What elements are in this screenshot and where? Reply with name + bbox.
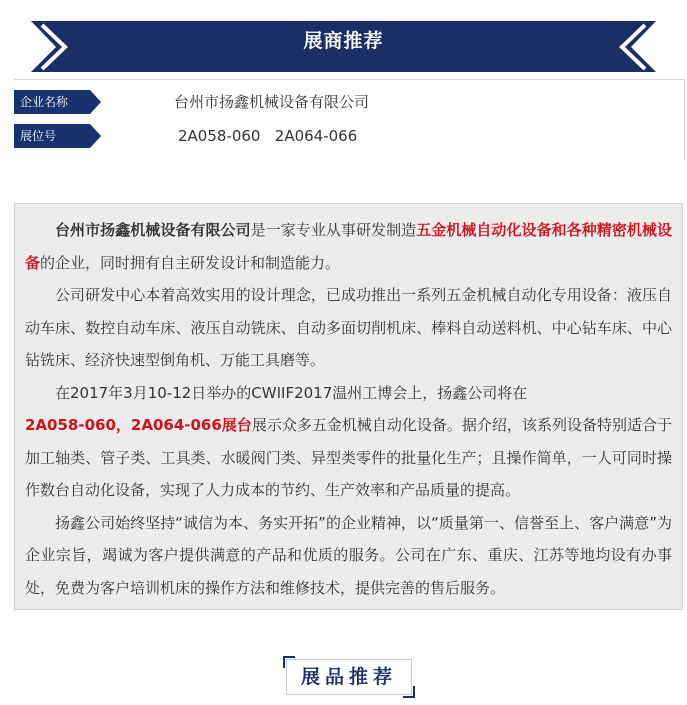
product-highlight: 五金机械自动化设备和各种精密机械设备 [25, 221, 672, 272]
description-paragraph-3 [25, 409, 672, 507]
description-paragraph-4: 扬鑫公司始终坚持“诚信为本、务实开拓”的企业精神，以“质量第一、信誉至上、客户满意”为企业宗旨，竭诚为客户提供满意的产品和优质的服务。公司在广东、重庆、江苏等地均设有办事处，免费为客户培训机床的操作方法和维修技术，提供完善的售后服务。 [25, 513, 672, 597]
description-paragraph-1 [25, 214, 672, 279]
info-row-company [14, 90, 684, 114]
company-name-bold: 台州市扬鑫机械设备有限公司 [55, 221, 251, 239]
p3-text: 展示众多五金机械自动化设备。据介绍，该系列设备特别适合于加工轴类、管子类、工具类、水暖阀门类、异型类零件的批量化生产；且操作简单，一人可同时操作数台自动化设备，实现了人力成本的节约、生产效率和产品质量的提高。 [25, 416, 672, 499]
booth-number-value: 2A058-060 2A064-066 [178, 127, 358, 145]
p1-text-1: 是一家专业从事研发制造 [250, 221, 417, 239]
p1-text-2: 的企业，同时拥有自主研发设计和制造能力。 [40, 253, 341, 272]
booth-highlight: 2A058-060，2A064-066展台 [25, 416, 252, 434]
description-paragraph-3-intro: 在2017年3月10-12日举办的CWIIF2017温州工博会上，扬鑫公司将在 [55, 383, 528, 402]
label-company-name: 企业名称 [14, 90, 90, 114]
company-name-value: 台州市扬鑫机械设备有限公司 [174, 93, 370, 111]
section-banner [0, 0, 687, 75]
label-booth-number: 展位号 [14, 124, 90, 148]
banner-title: 展商推荐 [303, 30, 384, 52]
products-banner-title: 展品推荐 [300, 666, 397, 688]
description-paragraph-2: 公司研发中心本着高效实用的设计理念，已成功推出一系列五金机械自动化专用设备：液压自动车床、数控自动车床、液压自动铣床、自动多面切削机床、棒料自动送料机、中心钻车床、中心钻铣床、经济快速型倒角机、万能工具磨等。 [25, 286, 672, 369]
company-description [14, 203, 683, 610]
products-banner [286, 659, 412, 695]
info-row-booth [14, 124, 684, 148]
company-info [14, 79, 685, 160]
